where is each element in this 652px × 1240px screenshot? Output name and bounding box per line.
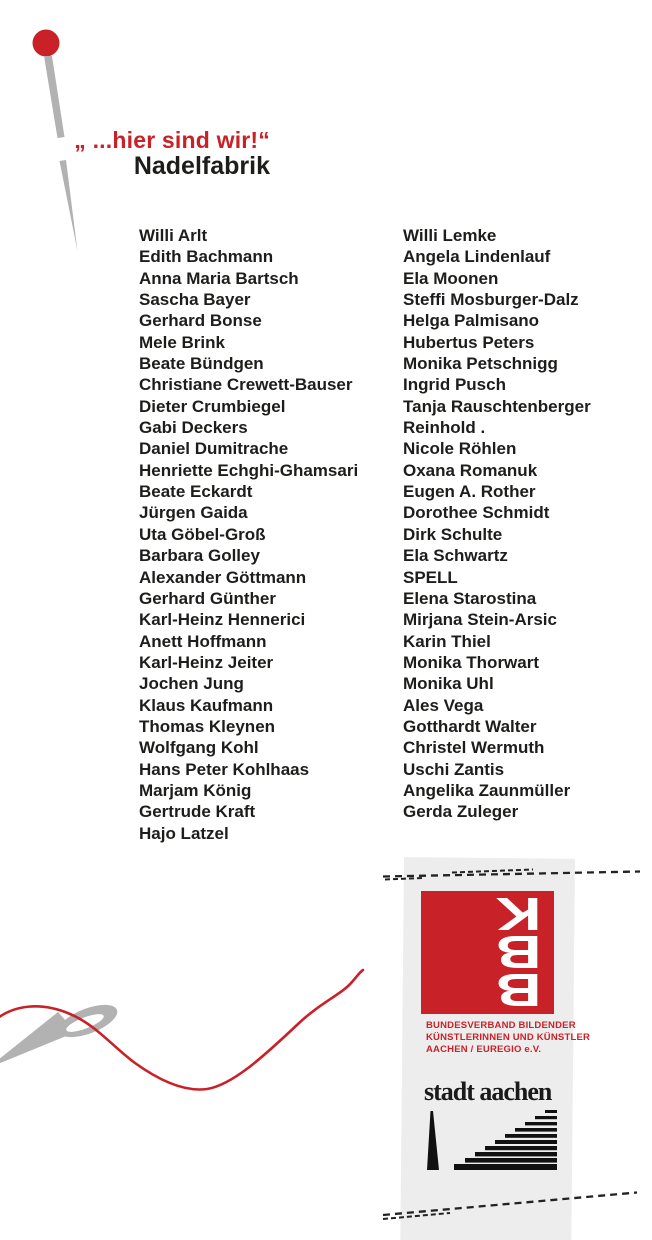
artist-name: Angelika Zaunmüller	[403, 780, 571, 800]
artist-name: Beate Bündgen	[139, 354, 264, 374]
artist-name: Henriette Echghi-Ghamsari	[139, 460, 359, 480]
artist-name: Monika Thorwart	[403, 652, 540, 672]
artist-name: Daniel Dumitrache	[139, 439, 289, 459]
bbk-org-line: KÜNSTLERINNEN UND KÜNSTLER	[426, 1031, 591, 1043]
artist-name: Jürgen Gaida	[139, 503, 248, 523]
artist-name: Willi Lemke	[403, 226, 497, 245]
artist-name: Dieter Crumbiegel	[139, 396, 286, 416]
bbk-logo	[421, 888, 554, 1017]
artist-name: Gertrude Kraft	[139, 802, 256, 822]
artist-name: Tanja Rauschtenberger	[403, 396, 591, 416]
artist-name: Klaus Kaufmann	[139, 695, 274, 715]
artist-name: Christiane Crewett-Bauser	[139, 375, 353, 395]
artist-name: Uschi Zantis	[403, 759, 505, 779]
bbk-logo-letters	[470, 888, 568, 1017]
artist-name: Steffi Mosburger-Dalz	[403, 290, 579, 310]
artist-name: Oxana Romanuk	[403, 460, 538, 480]
artist-name: Elena Starostina	[403, 588, 537, 608]
stadt-aachen-wordmark: stadt aachen	[424, 1077, 552, 1106]
artist-name: Ales Vega	[403, 695, 484, 715]
artist-name: Anett Hoffmann	[139, 631, 267, 651]
artist-name: Monika Petschnigg	[403, 354, 558, 374]
page-title: Nadelfabrik	[133, 152, 270, 180]
artist-name: Eugen A. Rother	[403, 482, 536, 502]
artist-name: Gerhard Günther	[139, 588, 276, 608]
bbk-org-line: AACHEN / EUREGIO e.V.	[426, 1043, 542, 1055]
bbk-letter: B	[495, 964, 542, 1017]
artist-name: Angela Lindenlauf	[403, 247, 551, 267]
artist-name: Helga Palmisano	[403, 311, 540, 331]
artist-name: Sascha Bayer	[139, 290, 251, 310]
artist-name: Alexander Göttmann	[139, 567, 307, 587]
artist-name: Mirjana Stein-Arsic	[403, 610, 557, 630]
artist-name: Anna Maria Bartsch	[139, 268, 299, 288]
artist-column-right	[403, 225, 591, 823]
artist-name: Barbara Golley	[139, 546, 260, 566]
artist-name: Nicole Röhlen	[403, 439, 517, 459]
bbk-org-line: BUNDESVERBAND BILDENDER	[426, 1020, 576, 1031]
artist-name: Gerhard Bonse	[139, 311, 262, 331]
artist-name: Hajo Latzel	[139, 823, 229, 843]
artist-name: Beate Eckardt	[139, 482, 253, 502]
bbk-letter: B	[495, 926, 542, 979]
artist-name: Wolfgang Kohl	[139, 738, 259, 758]
artist-name: Hans Peter Kohlhaas	[139, 759, 310, 779]
artist-name: Reinhold .	[403, 418, 486, 438]
artist-name: Dirk Schulte	[403, 524, 503, 544]
artist-name: Monika Uhl	[403, 674, 494, 694]
artist-name: SPELL	[403, 567, 458, 587]
artist-name: Gotthardt Walter	[403, 716, 537, 736]
artist-name: Jochen Jung	[139, 674, 244, 694]
artist-name: Gabi Deckers	[139, 418, 248, 438]
artist-name: Christel Wermuth	[403, 738, 545, 758]
artist-name: Marjam König	[139, 780, 252, 800]
artist-name: Karin Thiel	[403, 631, 491, 651]
tagline: „ ...hier sind wir!“	[74, 127, 270, 153]
bbk-letter: K	[495, 888, 542, 941]
artist-name: Thomas Kleynen	[139, 716, 276, 736]
artist-name: Ela Schwartz	[403, 546, 508, 566]
artist-name: Dorothee Schmidt	[403, 503, 550, 523]
needle-thread-illustration	[0, 950, 380, 1110]
bbk-org-name	[426, 1020, 590, 1055]
title-block	[74, 127, 270, 180]
artist-name: Karl-Heinz Hennerici	[139, 610, 306, 630]
stadt-aachen-cathedral-icon	[424, 1108, 564, 1174]
artist-name: Willi Arlt	[139, 226, 208, 245]
artist-column-left	[139, 225, 358, 844]
artist-name: Mele Brink	[139, 332, 225, 352]
artist-name: Karl-Heinz Jeiter	[139, 652, 274, 672]
artist-name: Ela Moonen	[403, 268, 499, 288]
artist-name: Hubertus Peters	[403, 332, 535, 352]
artist-name: Ingrid Pusch	[403, 375, 506, 395]
artist-name: Gerda Zuleger	[403, 802, 519, 822]
artist-name: Edith Bachmann	[139, 247, 274, 267]
artist-name: Uta Göbel-Groß	[139, 524, 266, 544]
